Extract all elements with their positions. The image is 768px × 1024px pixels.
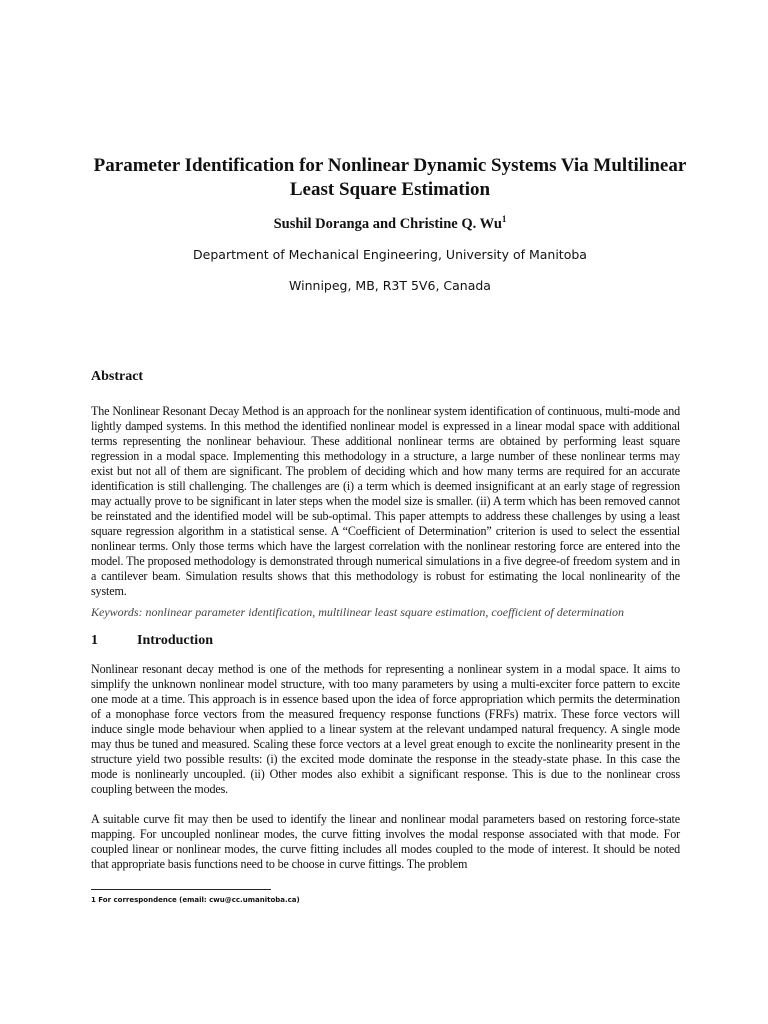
abstract-heading: Abstract (91, 369, 144, 384)
keywords-line: Keywords: nonlinear parameter identification, multilinear least square estimation, coefficient of determination (91, 605, 625, 619)
affiliation-address: Winnipeg, MB, R3T 5V6, Canada (289, 278, 491, 293)
author-footnote-mark: 1 (501, 214, 507, 224)
correspondence-footnote: 1 For correspondence (email: cwu@cc.umanitoba.ca) (91, 896, 300, 904)
affiliation-department: Department of Mechanical Engineering, University of Manitoba (193, 247, 587, 262)
introduction-paragraph-1: Nonlinear resonant decay method is one of the methods for representing a nonlinear system in a modal space. It aims to simplify the unknown nonlinear model structure, with too many parameters by using a multi-exciter force pattern to excite one mode at a time. This approach is in essence based upon the idea of force appropriation which permits the determination of a monophase force vectors from the measured frequency response functions (FRFs) matrix. These force vectors will induce single mode behaviour when applied to a linear system at the relevant undamped natural frequency. A single mode may thus be tuned and measured. Scaling these force vectors at a level great enough to excite the nonlinearity present in the structure yield two possible results: (i) the excited mode dominate the response in the steady-state phase. In this case the mode is nonlinearly uncoupled. (ii) Other modes also exhibit a significant response. This is due to the nonlinear cross coupling between the modes. (91, 662, 680, 796)
section-number: 1 (91, 633, 98, 648)
paper-title: Parameter Identification for Nonlinear Dynamic Systems Via Multilinear Least Square Estimation (93, 155, 687, 200)
footnote-separator (91, 889, 271, 890)
author-names: Sushil Doranga and Christine Q. Wu (273, 215, 502, 232)
section-title: Introduction (137, 633, 213, 648)
abstract-text: The Nonlinear Resonant Decay Method is an approach for the nonlinear system identification of continuous, multi-mode and lightly damped systems. In this method the identified nonlinear model is expressed in a linear modal space with additional terms representing the nonlinear behaviour. These additional nonlinear terms are obtained by performing least square regression in a modal space. Implementing this methodology in a structure, a large number of these nonlinear terms may exist but not all of them are significant. The problem of deciding which and how many terms are required for an accurate identification is still challenging. The challenges are (i) a term which is deemed insignificant at an early stage of regression may actually prove to be significant in later steps when the model size is smaller. (ii) A term which has been removed cannot be reinstated and the identified model will be sub-optimal. This paper attempts to address these challenges by using a least square regression algorithm in a statistical sense. A “Coefficient of Determination” criterion is used to select the essential nonlinear terms. Only those terms which have the largest correlation with the nonlinear restoring force are entered into the model. The proposed methodology is demonstrated through numerical simulations in a five degree-of freedom system and in a cantilever beam. Simulation results shows that this methodology is robust for estimating the local nonlinearity of the system. (91, 404, 680, 598)
author-line (90, 214, 690, 233)
introduction-heading (91, 633, 213, 649)
introduction-paragraph-2: A suitable curve fit may then be used to identify the linear and nonlinear modal parameters based on restoring force-state mapping. For uncoupled nonlinear modes, the curve fitting involves the modal response associated with that mode. For coupled linear or nonlinear modes, the curve fitting includes all modes coupled to the mode of interest. It should be noted that appropriate basis functions need to be choose in curve fittings. The problem (91, 812, 680, 871)
